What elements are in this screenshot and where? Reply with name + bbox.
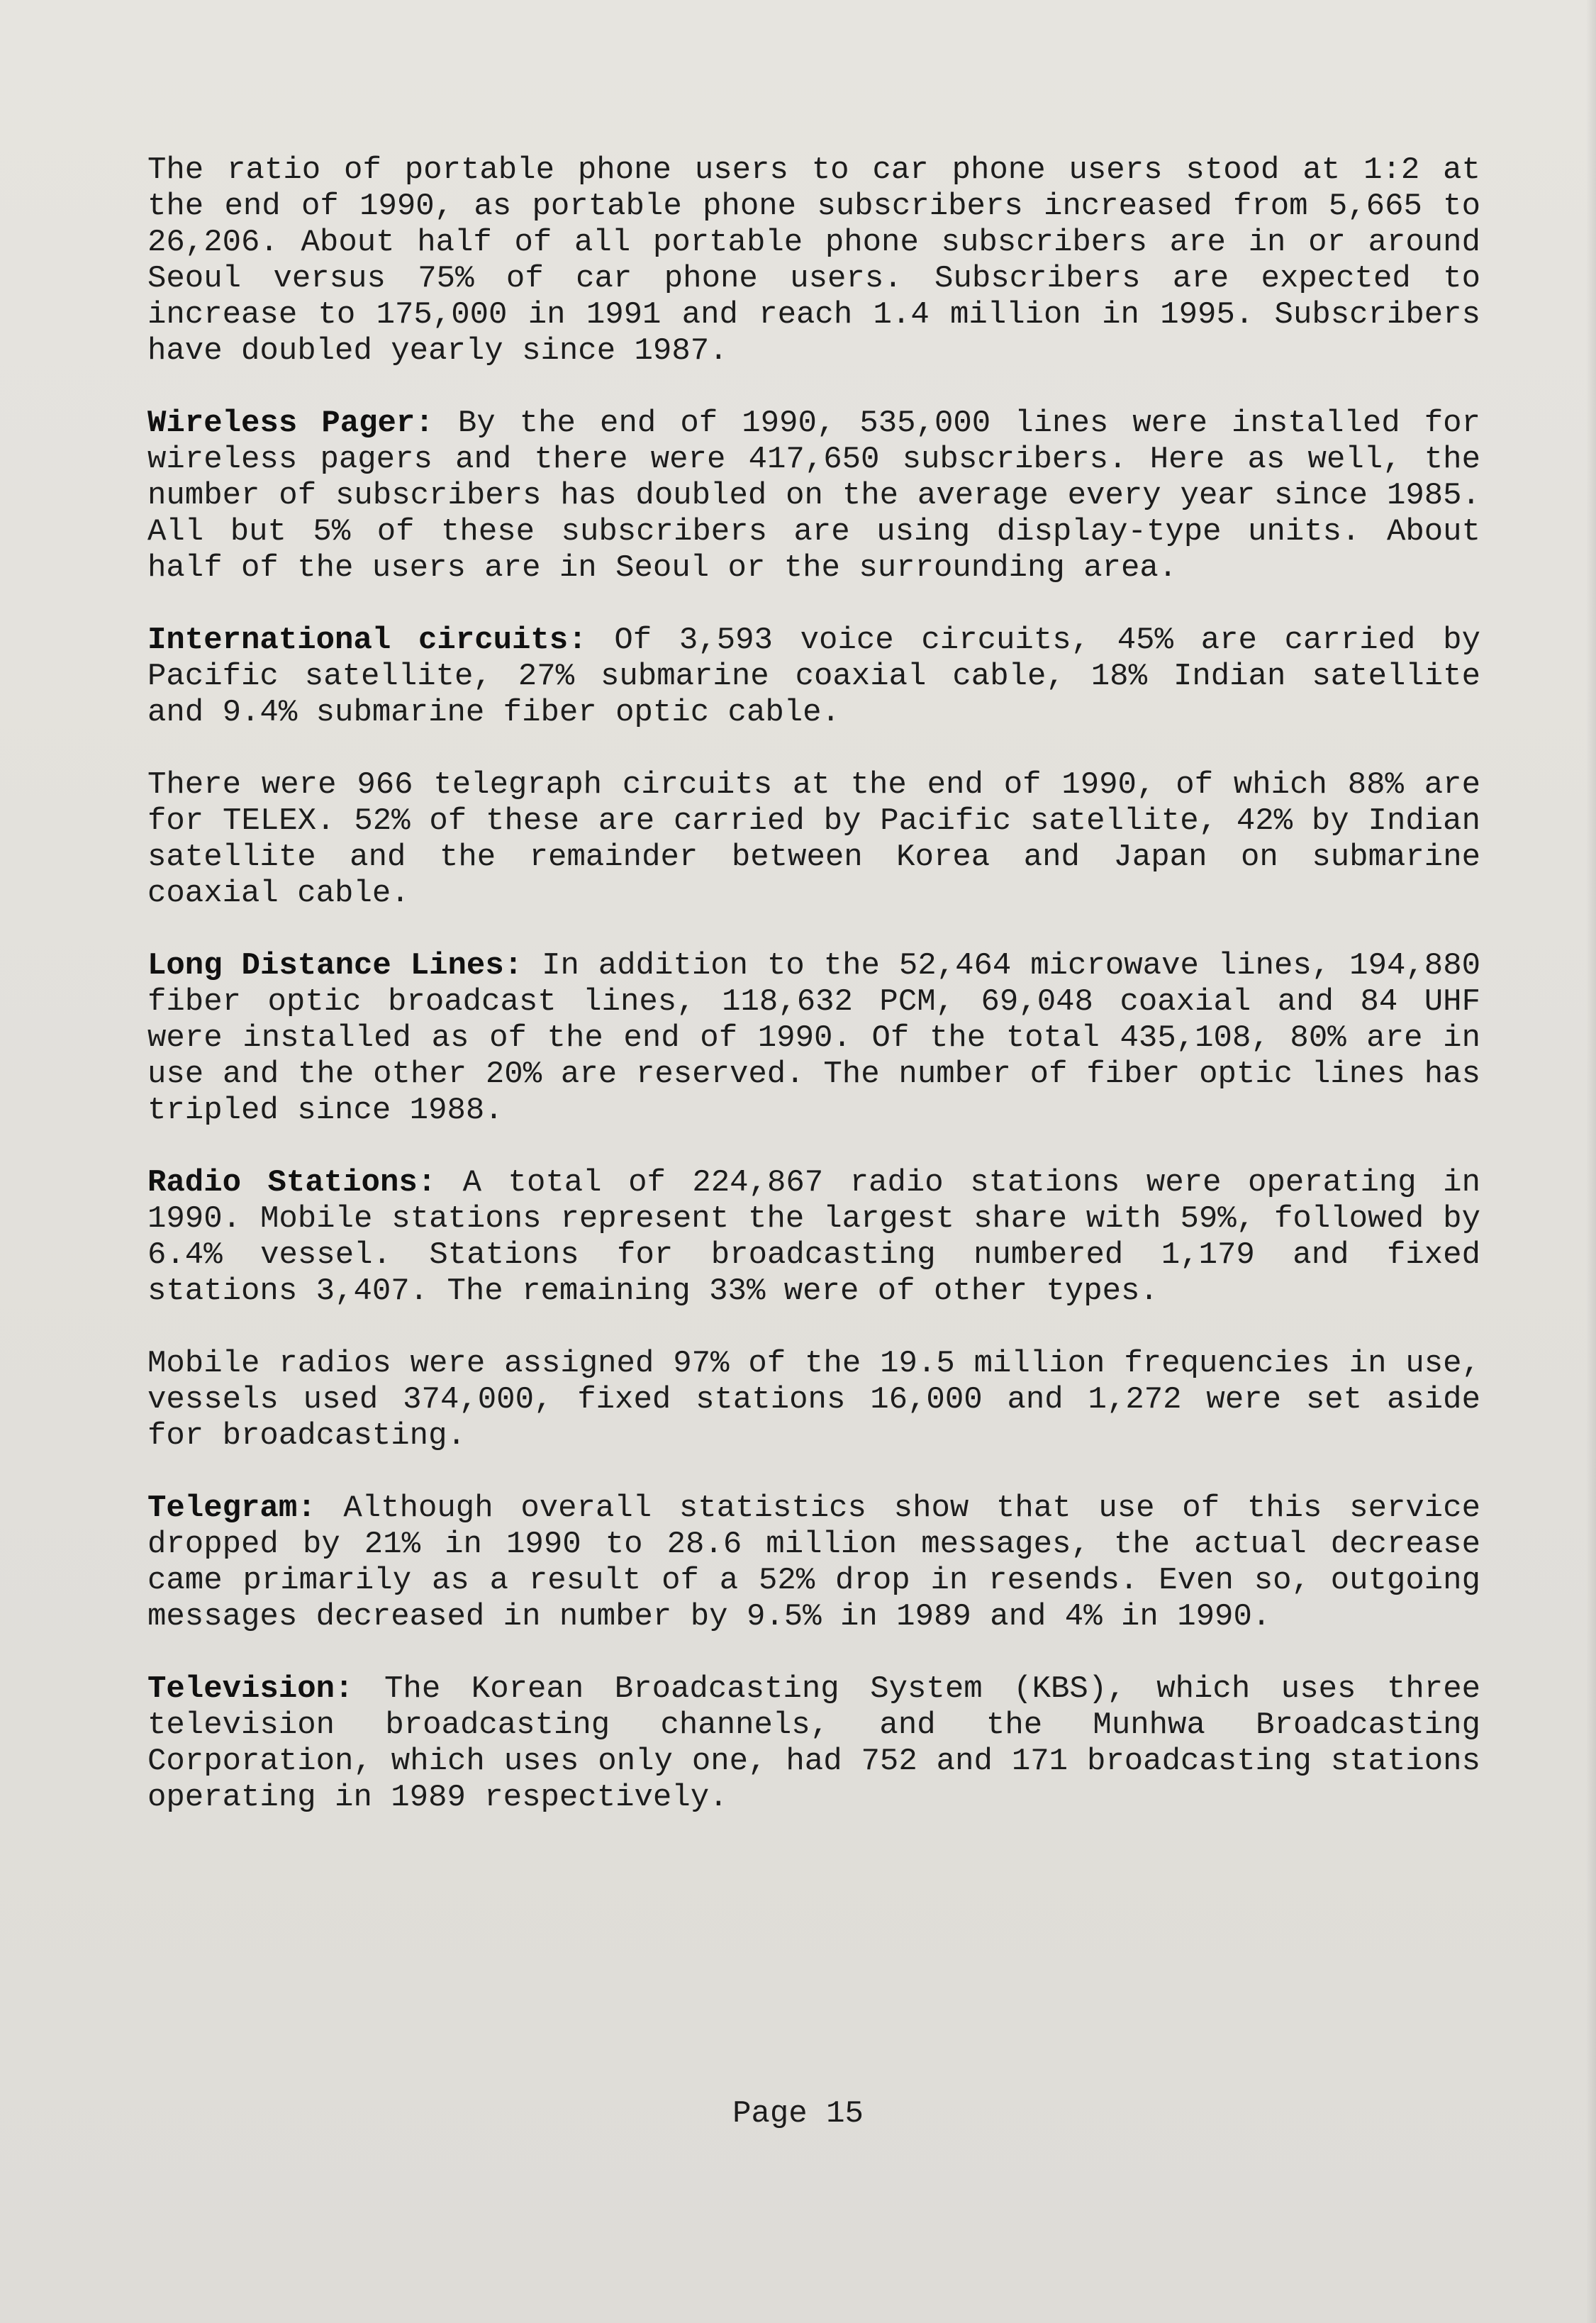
paragraph-telegram: [147, 1491, 1480, 1635]
paragraph-text: Of 3,593 voice circuits, 45% are carried by Pacific satellite, 27% submarine coaxial cable, 18% Indian satellite and 9.4% submarine fiber optic cable.: [147, 623, 1480, 730]
paragraph-text: The Korean Broadcasting System (KBS), which uses three television broadcasting channels, and the Munhwa Broadcasting Corporation, which uses only one, had 752 and 171 broadcasting stations operating in 1989 respectively.: [147, 1671, 1480, 1815]
section-heading-long-distance-lines: Long Distance Lines:: [147, 948, 523, 984]
paragraph-text: A total of 224,867 radio stations were operating in 1990. Mobile stations represent the largest share with 59%, followed by 6.4% vessel. Stations for broadcasting numbered 1,179 and fixed stations 3,407. The remaining 33% were of other types.: [147, 1165, 1480, 1309]
section-heading-television: Television:: [147, 1671, 354, 1707]
paragraph-text: Although overall statistics show that use of this service dropped by 21% in 1990 to 28.6 million messages, the actual decrease came primarily as a result of a 52% drop in resends. Even so, outgoing messages decreased in number by 9.5% in 1989 and 4% in 1990.: [147, 1491, 1481, 1634]
section-heading-international-circuits: International circuits:: [147, 623, 587, 658]
paragraph-international-circuits: [147, 623, 1480, 731]
paragraph-text: By the end of 1990, 535,000 lines were installed for wireless pagers and there were 417,650 subscribers. Here as well, the number of subscribers has doubled on the average every year since 1985. All but 5% of these subscribers are using display-type units. About half of the users are in Seoul or the surrounding area.: [147, 406, 1480, 586]
scan-edge-shadow: [1586, 0, 1596, 2323]
paragraph-text: In addition to the 52,464 microwave lines, 194,880 fiber optic broadcast lines, 118,632 PCM, 69,048 coaxial and 84 UHF were installed as of the end of 1990. Of the total 435,108, 80% are in use and the other 20% are reserved. The number of fiber optic lines has tripled since 1988.: [147, 948, 1481, 1128]
paragraph-long-distance-lines: [147, 948, 1480, 1129]
document-body: [147, 152, 1480, 1852]
section-heading-radio-stations: Radio Stations:: [147, 1165, 437, 1201]
section-heading-telegram: Telegram:: [147, 1491, 316, 1526]
paragraph-television: [147, 1671, 1480, 1816]
paragraph-radio-stations: [147, 1165, 1480, 1310]
paragraph-text: Mobile radios were assigned 97% of the 19.5 million frequencies in use, vessels used 374,000, fixed stations 16,000 and 1,272 were set aside for broadcasting.: [147, 1346, 1480, 1454]
paragraph-portable-phone: [147, 152, 1480, 369]
paragraph-telegraph-circuits: [147, 767, 1480, 912]
section-heading-wireless-pager: Wireless Pager:: [147, 406, 434, 441]
paragraph-mobile-radios: [147, 1346, 1480, 1454]
page-number: Page 15: [732, 2096, 864, 2132]
paragraph-text: The ratio of portable phone users to car phone users stood at 1:2 at the end of 1990, as portable phone subscribers increased from 5,665 to 26,206. About half of all portable phone subscribers are in or around Seoul versus 75% of car phone users. Subscribers are expected to increase to 175,000 in 1991 and reach 1.4 million in 1995. Subscribers have doubled yearly since 1987.: [147, 152, 1480, 369]
paragraph-wireless-pager: [147, 406, 1480, 586]
paragraph-text: There were 966 telegraph circuits at the end of 1990, of which 88% are for TELEX. 52% of these are carried by Pacific satellite, 42% by Indian satellite and the remainder between Korea and Japan on submarine coaxial cable.: [147, 767, 1480, 911]
